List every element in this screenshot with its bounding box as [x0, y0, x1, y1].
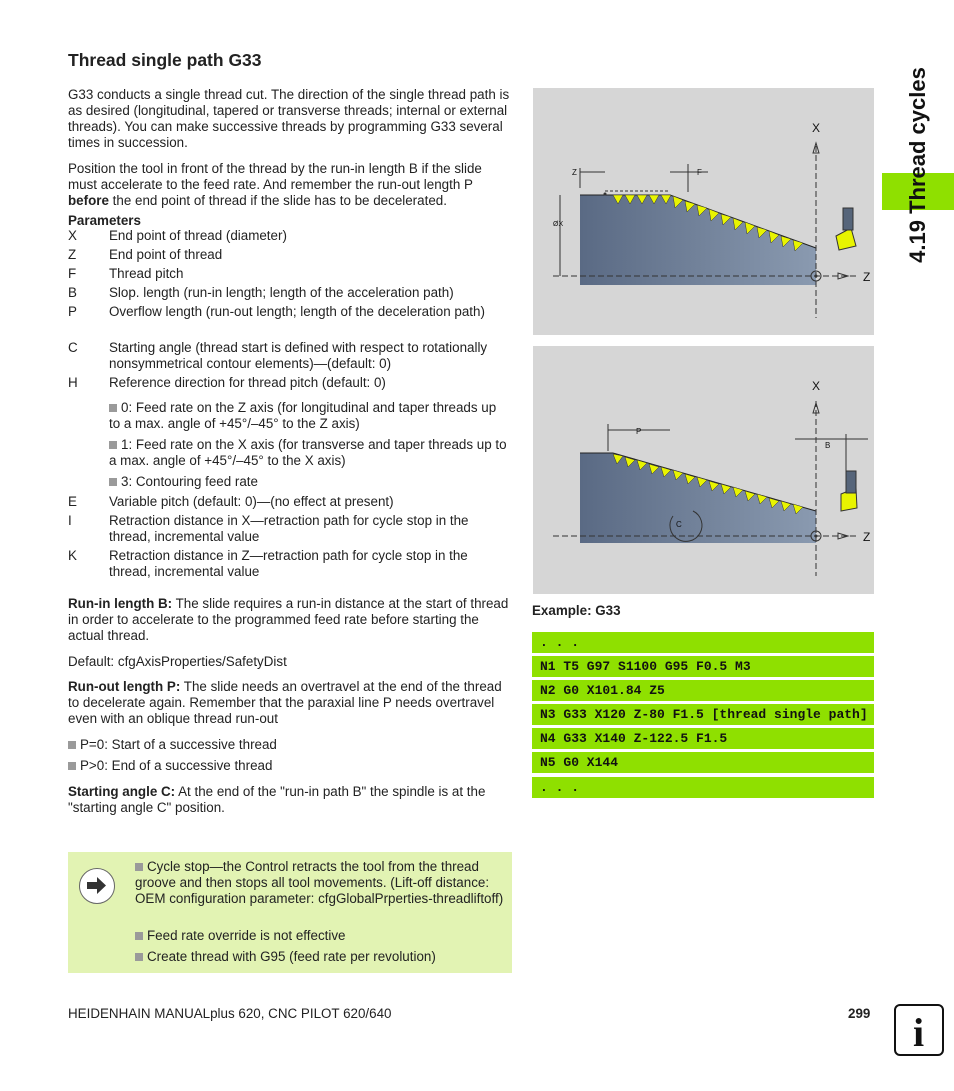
p-option-text: P=0: Start of a successive thread [80, 737, 277, 752]
footer-text: HEIDENHAIN MANUALplus 620, CNC PILOT 620/640 [68, 1006, 392, 1021]
section-tab-title [900, 50, 936, 280]
bullet-square-icon [109, 441, 117, 449]
positioning-text-1: Position the tool in front of the thread by the run-in length B if the slide must accelerate to the feed rate. And remember the run-out length P [68, 161, 482, 192]
param-key: B [68, 285, 77, 300]
param-desc: Starting angle (thread start is defined with respect to rotationally nonsymmetrical contour elements)—(default: 0) [109, 340, 488, 371]
fig1-z-dim: Z [572, 168, 577, 177]
param-key: E [68, 494, 77, 509]
code-line: . . . [532, 777, 874, 798]
param-key: P [68, 304, 77, 319]
runin-bold: Run-in length B: [68, 596, 173, 611]
h-option-3 [109, 474, 509, 490]
arrow-right-icon [79, 868, 115, 904]
h-option-1 [109, 437, 509, 469]
fig1-z-label: Z [863, 270, 871, 284]
param-key: Z [68, 247, 77, 262]
bullet-square-icon [135, 932, 143, 940]
info-glyph: i [912, 1010, 925, 1053]
page-number: 299 [848, 1006, 871, 1021]
code-line: N1 T5 G97 S1100 G95 F0.5 M3 [532, 656, 874, 677]
h-option-text: 0: Feed rate on the Z axis (for longitudinal and taper threads up to a max. angle of +45°/–45° to the Z axis) [109, 400, 497, 431]
bullet-square-icon [135, 953, 143, 961]
param-desc: End point of thread [109, 247, 223, 262]
runin-paragraph [68, 596, 512, 644]
section-tab-text: 4.19 Thread cycles [905, 67, 930, 263]
bullet-square-icon [109, 478, 117, 486]
fig1-x-label: X [812, 121, 821, 135]
param-key: C [68, 340, 78, 355]
param-key: H [68, 375, 78, 390]
param-key: F [68, 266, 77, 281]
param-key: K [68, 548, 77, 563]
bullet-square-icon [68, 741, 76, 749]
param-desc: Slop. length (run-in length; length of the acceleration path) [109, 285, 454, 300]
runout-text: The slide needs an overtravel at the end of the thread to decelerate again. Remember that the paraxial line P needs overtravel even with an oblique thread run-out [68, 679, 502, 726]
bullet-square-icon [135, 863, 143, 871]
positioning-text-2: the end point of thread if the slide has to be decelerated. [112, 193, 447, 208]
fig2-p-dim: P [636, 427, 642, 436]
note-item-1 [135, 928, 507, 944]
p-option-0 [68, 737, 508, 753]
positioning-bold: before [68, 193, 109, 208]
runout-paragraph [68, 679, 512, 727]
param-key: I [68, 513, 72, 528]
p-option-text: P>0: End of a successive thread [80, 758, 273, 773]
note-item-text: Cycle stop—the Control retracts the tool from the thread groove and then stops all tool movements. (Lift-off distance: OEM configuration parameter: cfgGlobalPrperties-threadliftoff) [135, 859, 504, 906]
default-paragraph: Default: cfgAxisProperties/SafetyDist [68, 654, 287, 669]
param-desc: End point of thread (diameter) [109, 228, 287, 243]
h-option-text: 3: Contouring feed rate [121, 474, 258, 489]
runout-bold: Run-out length P: [68, 679, 181, 694]
param-desc: Retraction distance in Z—retraction path for cycle stop in the thread, incremental value [109, 548, 468, 579]
info-icon [894, 1004, 944, 1056]
param-desc: Reference direction for thread pitch (default: 0) [109, 375, 386, 390]
parameters-heading: Parameters [68, 213, 141, 228]
note-item-2 [135, 949, 507, 965]
code-line: . . . [532, 632, 874, 653]
fig2-c-label: C [676, 520, 682, 529]
bullet-square-icon [68, 762, 76, 770]
fig2-x-label: X [812, 379, 821, 393]
bullet-square-icon [109, 404, 117, 412]
param-desc: Variable pitch (default: 0)—(no effect at present) [109, 494, 394, 509]
code-line: N5 G0 X144 [532, 752, 874, 773]
fig2-z-label: Z [863, 530, 871, 544]
intro-paragraph: G33 conducts a single thread cut. The direction of the single thread path is as desired (longitudinal, tapered or transverse threads; internal or external threads). You can make successive threads by programming G33 several times in succession. [68, 87, 510, 150]
param-key: X [68, 228, 77, 243]
code-line: N2 G0 X101.84 Z5 [532, 680, 874, 701]
h-option-text: 1: Feed rate on the X axis (for transverse and taper threads up to a max. angle of +45°/–45° to the X axis) [109, 437, 507, 468]
note-item-text: Feed rate override is not effective [147, 928, 346, 943]
note-item-text: Create thread with G95 (feed rate per revolution) [147, 949, 436, 964]
code-line: N4 G33 X140 Z-122.5 F1.5 [532, 728, 874, 749]
code-line: N3 G33 X120 Z-80 F1.5 [thread single path] [532, 704, 874, 725]
fig1-f-dim: F [697, 168, 702, 177]
fig1-dia-label: ØX [553, 221, 564, 228]
param-desc: Thread pitch [109, 266, 184, 281]
start-angle-text: At the end of the "run-in path B" the spindle is at the "starting angle C" position. [68, 784, 486, 815]
param-desc: Overflow length (run-out length; length of the deceleration path) [109, 304, 485, 319]
h-option-0 [109, 400, 509, 432]
figure-thread-longitudinal [533, 88, 874, 335]
start-angle-paragraph [68, 784, 512, 816]
figure-thread-taper [533, 346, 874, 594]
param-desc: Retraction distance in X—retraction path for cycle stop in the thread, incremental value [109, 513, 469, 544]
runin-text: The slide requires a run-in distance at the start of thread in order to accelerate to the programmed feed rate before starting the actual thread. [68, 596, 509, 643]
p-option-1 [68, 758, 508, 774]
page-title: Thread single path G33 [68, 50, 262, 70]
start-angle-bold: Starting angle C: [68, 784, 176, 799]
note-item-0 [135, 859, 507, 907]
example-label: Example: G33 [532, 603, 621, 618]
fig2-b-dim: B [825, 441, 831, 450]
positioning-paragraph [68, 161, 512, 209]
